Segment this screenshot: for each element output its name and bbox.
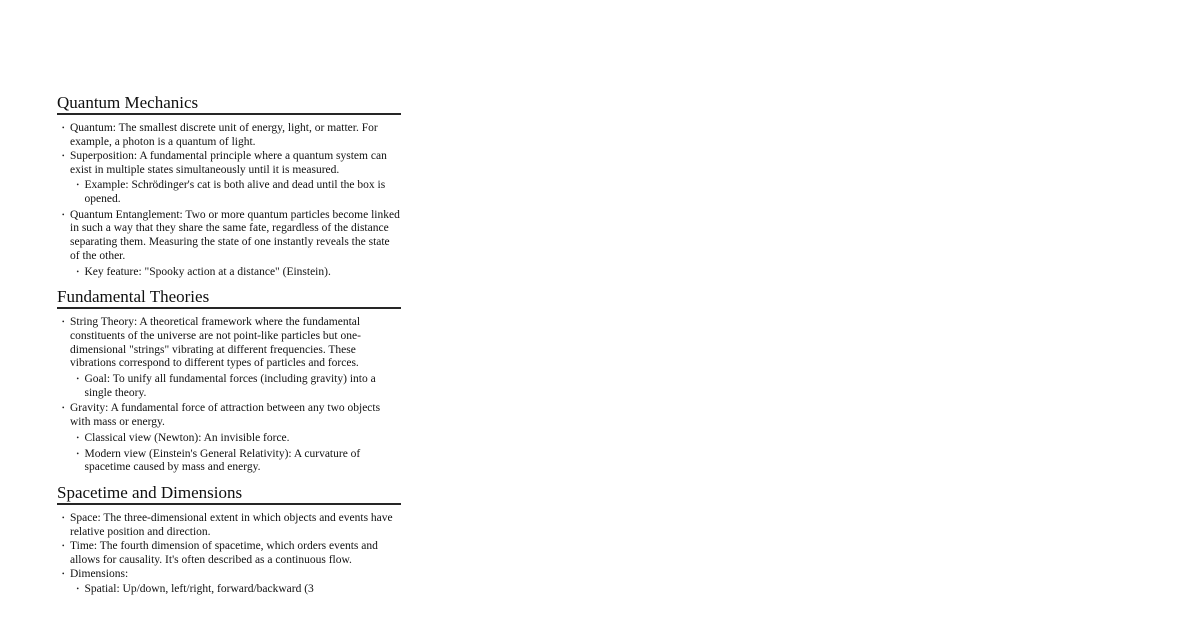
nested-list-item-text: Classical view (Newton): An invisible force. xyxy=(84,431,290,444)
list-item xyxy=(70,316,401,400)
list-item xyxy=(70,150,401,207)
list-item-text: Gravity: A fundamental force of attraction between any two objects with mass or energy. xyxy=(70,402,381,429)
nested-list-item xyxy=(85,583,402,597)
section-title: Spacetime and Dimensions xyxy=(57,484,401,505)
nested-list-item-text: Goal: To unify all fundamental forces (including gravity) into a single theory. xyxy=(84,373,376,399)
nested-list-item-text: Example: Schrödinger's cat is both alive and dead until the box is opened. xyxy=(84,179,386,206)
list-item xyxy=(70,209,401,280)
section xyxy=(57,288,401,475)
nested-list-item-text: Spatial: Up/down, left/right, forward/backward (3 xyxy=(84,583,314,596)
nested-list-item xyxy=(85,432,402,446)
list-item-text: Space: The three-dimensional extent in which objects and events have relative position and direction. xyxy=(70,511,393,538)
nested-bullet-list xyxy=(70,266,401,280)
list-item xyxy=(70,122,401,149)
list-item-text: Quantum: The smallest discrete unit of energy, light, or matter. For example, a photon is a quantum of light. xyxy=(70,122,378,148)
bullet-list xyxy=(57,122,401,279)
list-item xyxy=(70,512,401,539)
document xyxy=(57,94,401,599)
nested-list-item xyxy=(85,266,402,280)
list-item-text: String Theory: A theoretical framework where the fundamental constituents of the universe are not point-like particles but one-dimensional "strings" vibrating at different frequencies. These vibrations correspond to different types of particles and forces. xyxy=(70,316,361,370)
bullet-list xyxy=(57,316,401,475)
section xyxy=(57,484,401,597)
list-item xyxy=(70,402,401,475)
section-title: Quantum Mechanics xyxy=(57,94,401,115)
list-item xyxy=(70,540,401,567)
nested-bullet-list xyxy=(70,432,401,475)
nested-bullet-list xyxy=(70,179,401,206)
list-item-text: Time: The fourth dimension of spacetime, which orders events and allows for causality. It's often described as a continuous flow. xyxy=(70,539,378,566)
nested-bullet-list xyxy=(70,583,401,597)
list-item xyxy=(70,568,401,597)
list-item-text: Superposition: A fundamental principle where a quantum system can exist in multiple states simultaneously until it is measured. xyxy=(70,149,387,176)
list-item-text: Quantum Entanglement: Two or more quantum particles become linked in such a way that they share the same fate, regardless of the distance separating them. Measuring the state of one instantly reveals the state of the other. xyxy=(70,208,400,262)
nested-list-item xyxy=(85,179,402,206)
nested-list-item xyxy=(85,448,402,475)
nested-list-item-text: Key feature: "Spooky action at a distance" (Einstein). xyxy=(84,265,331,278)
section-title: Fundamental Theories xyxy=(57,288,401,309)
section xyxy=(57,94,401,279)
nested-list-item-text: Modern view (Einstein's General Relativity): A curvature of spacetime caused by mass and energy. xyxy=(84,447,361,474)
bullet-list xyxy=(57,512,401,597)
nested-bullet-list xyxy=(70,373,401,400)
list-item-text: Dimensions: xyxy=(70,567,129,580)
nested-list-item xyxy=(85,373,402,400)
